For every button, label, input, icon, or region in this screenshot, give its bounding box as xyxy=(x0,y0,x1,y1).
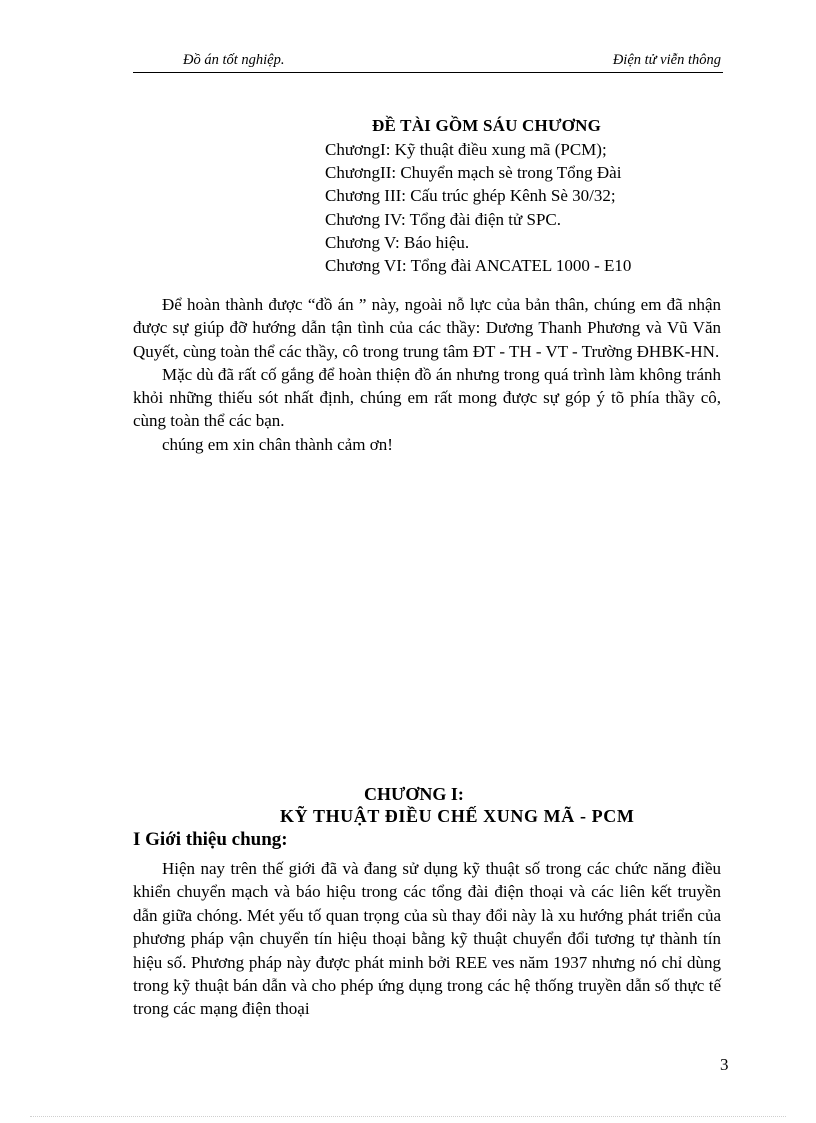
chapter-list-item: Chương V: Báo hiệu. xyxy=(325,232,470,252)
chapter-subtitle: KỸ THUẬT ĐIỀU CHẾ XUNG MÃ - PCM xyxy=(280,806,635,826)
acknowledgement-paragraph: Để hoàn thành được “đồ án ” này, ngoài nỗ lực của bản thân, chúng em đã nhận được sự giúp đỡ hướng dẫn tận tình của các thầy: Dương Thanh Phương và Vũ Văn Quyết, cùng toàn thể các thầy, cô trong trung tâm ĐT - TH - VT - Trường ĐHBK-HN. xyxy=(133,295,721,361)
chapter-list-item: Chương IV: Tổng đài điện tử SPC. xyxy=(325,209,561,229)
page-number: 3 xyxy=(720,1055,729,1074)
section-heading: I Giới thiệu chung: xyxy=(133,829,288,850)
section-body-paragraph: Hiện nay trên thế giới đã và đang sử dụng kỹ thuật số trong các chức năng điều khiển chuyển mạch và báo hiệu trong các tổng đài điện thoại và các liên kết truyền dẫn giữa chóng. Mét yếu tố quan trọng của sù thay đổi này là xu hướng phát triển của phương pháp vận chuyển tín hiệu thoại bằng kỹ thuật chuyển đổi tương tự thành tín hiệu số. Phương pháp này được phát minh bởi REE ves năm 1937 nhưng nó chỉ dùng trong kỹ thuật bán dẫn và cho phép ứng dụng trong các hệ thống truyền dẫn số thực tế trong các mạng điện thoại xyxy=(133,859,721,1019)
header-left-text: Đồ án tốt nghiệp. xyxy=(183,52,285,68)
acknowledgement-paragraph: chúng em xin chân thành cảm ơn! xyxy=(162,434,393,454)
page-header xyxy=(133,50,723,73)
acknowledgement-paragraph: Mặc dù đã rất cố gắng để hoàn thiện đồ án nhưng trong quá trình làm không tránh khỏi những thiếu sót nhất định, chúng em rất mong được sự góp ý tõ phía thầy cô, cùng toàn thể các bạn. xyxy=(133,364,721,431)
chapter-list xyxy=(325,138,631,277)
header-right-text: Điện tử viễn thông xyxy=(612,52,721,68)
chapter-list-item: Chương VI: Tổng đài ANCATEL 1000 - E10 xyxy=(325,256,632,276)
chapter-list-item: ChươngII: Chuyển mạch sè trong Tổng Đài xyxy=(325,163,622,183)
chapter-list-item: Chương III: Cấu trúc ghép Kênh Sè 30/32; xyxy=(325,186,616,206)
chapter-title: CHƯƠNG I: xyxy=(364,784,464,804)
page-bottom-edge xyxy=(30,1116,786,1117)
toc-title: ĐỀ TÀI GỒM SÁU CHƯƠNG xyxy=(372,116,601,135)
acknowledgement-section xyxy=(133,293,721,456)
chapter-list-item: ChươngI: Kỹ thuật điều xung mã (PCM); xyxy=(325,140,607,159)
